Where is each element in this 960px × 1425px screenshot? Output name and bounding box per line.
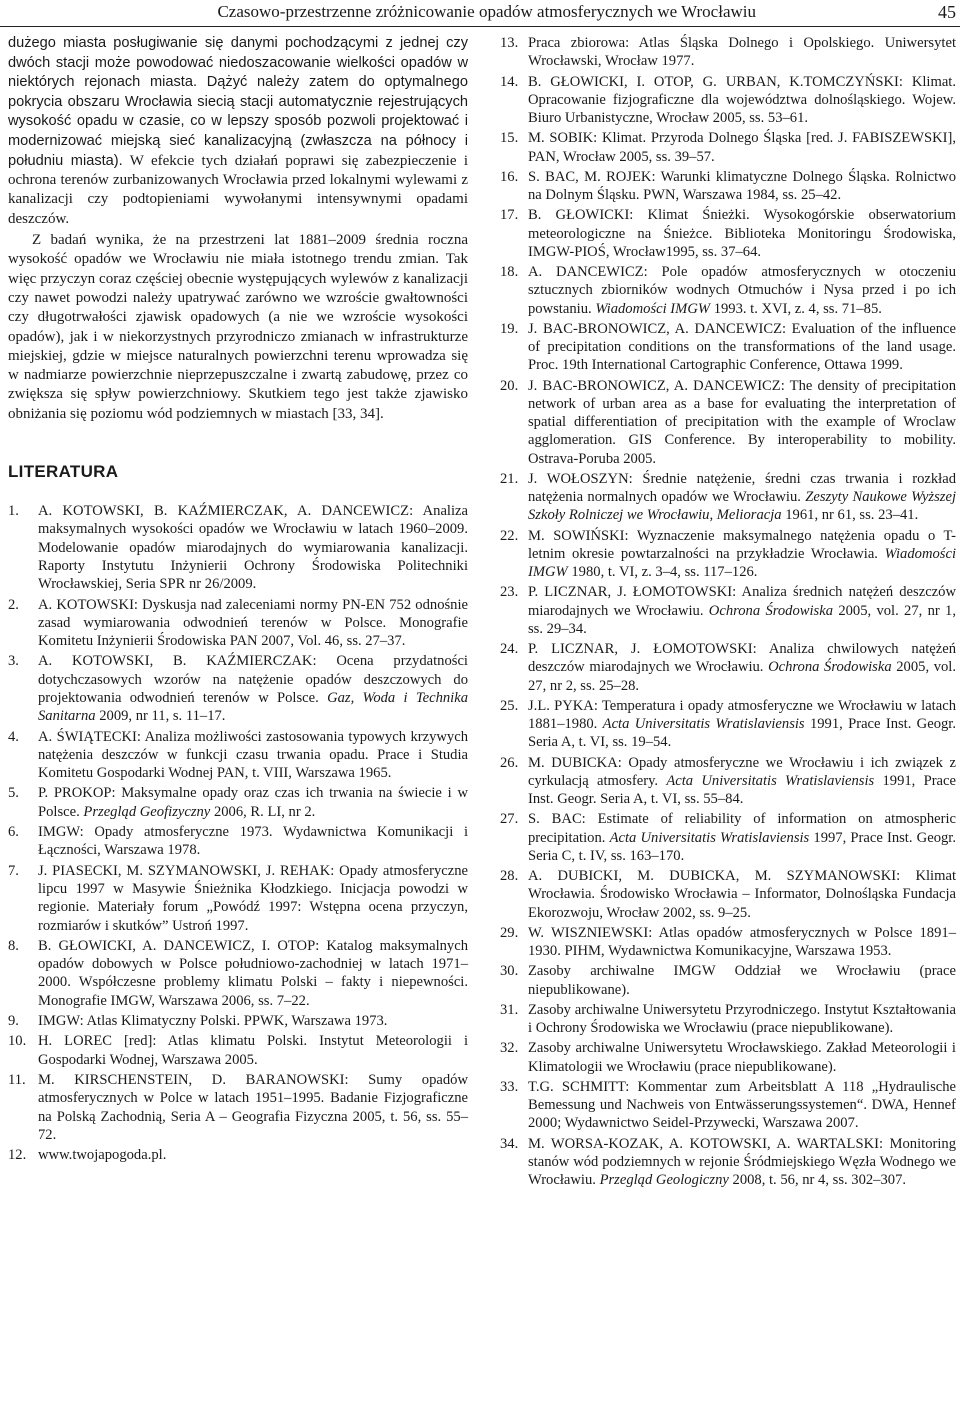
reference-text: J. PIASECKI, M. SZYMANOWSKI, J. REHAK: Opady atmosferyczne lipcu 1997 w Masywie Śnieżnika Kłodzkiego. Inicjacja powodzi w regionie. Materiały forum „Powódź 1997: Wstępna ocena przyczyn, rozmiarów i skutków” Ustroń 1997. xyxy=(38,862,468,934)
reference-item xyxy=(8,784,468,821)
reference-number: 19. xyxy=(500,320,519,337)
reference-item xyxy=(500,320,956,375)
reference-item xyxy=(8,823,468,860)
reference-details: 1993. t. XVI, z. 4, ss. 71–85. xyxy=(713,300,882,317)
right-column xyxy=(500,34,956,1191)
left-column xyxy=(8,34,468,1166)
reference-text: P. PROKOP: Maksymalne opady oraz czas ich trwania na świecie i w Polsce. xyxy=(38,785,468,820)
reference-number: 22. xyxy=(500,527,519,544)
reference-text: A. ŚWIĄTECKI: Analiza możliwości zastosowania typowych krzywych natężenia deszczów w funkcji czasu trwania opadu. Prace i Studia Komitetu Gospodarki Wodnej PAN, t. VIII, Warszawa 1965. xyxy=(38,728,468,782)
running-title: Czasowo-przestrzenne zróżnicowanie opadów atmosferycznych we Wrocławiu xyxy=(217,2,756,21)
reference-journal: Ochrona Środowiska xyxy=(768,659,892,676)
reference-text: IMGW: Atlas Klimatyczny Polski. PPWK, Warszawa 1973. xyxy=(38,1013,388,1030)
reference-text: J. BAC-BRONOWICZ, A. DANCEWICZ: The density of precipitation network of urban area as a base for evaluating the interpretation of spatial differentiation of precipitation with the example of Wroclaw agglomeration. GIS Conference. By interoperability to mobility. Ostrava-Poruba 2005. xyxy=(528,377,956,467)
reference-text: S. BAC, M. ROJEK: Warunki klimatyczne Dolnego Śląska. Rolnictwo na Dolnym Śląsku. PWN, Warszawa 1984, ss. 25–42. xyxy=(528,168,956,203)
reference-text: S. BAC: Estimate of reliability of information on atmospheric precipitation. xyxy=(528,811,956,846)
reference-journal: Gaz, Woda i Technika Sanitarna xyxy=(38,689,468,725)
reference-number: 29. xyxy=(500,924,519,941)
section-title: LITERATURA xyxy=(8,462,119,482)
reference-details: 2009, nr 11, s. 11–17. xyxy=(99,708,226,725)
reference-text: IMGW: Opady atmosferyczne 1973. Wydawnictwa Komunikacji i Łączności, Warszawa 1978. xyxy=(38,824,468,859)
reference-details: 2006, R. LI, nr 2. xyxy=(213,803,316,820)
reference-details: 1991, Prace Inst. Geogr. Seria A, t. VI, ss. 55–84. xyxy=(528,772,956,807)
reference-number: 34. xyxy=(500,1135,519,1152)
reference-item xyxy=(500,34,956,71)
reference-list-left xyxy=(8,502,468,1164)
reference-item xyxy=(500,377,956,468)
reference-item xyxy=(8,1032,468,1069)
reference-details: 1980, t. VI, z. 3–4, ss. 117–126. xyxy=(571,564,758,580)
reference-item xyxy=(500,470,956,525)
reference-item xyxy=(8,1071,468,1144)
reference-number: 30. xyxy=(500,963,519,980)
reference-text: P. LICZNAR, J. ŁOMOTOWSKI: Analiza chwilowych natężeń deszczów miarodajnych we Wrocławiu. xyxy=(528,641,956,676)
reference-text: J.L. PYKA: Temperatura i opady atmosferyczne we Wrocławiu w latach 1881–1980. xyxy=(528,697,956,732)
body-paragraph-1-sans: dużego miasta posługiwanie się danymi pochodzącymi z jednej czy dwóch stacji może powodować niedoszacowanie wielkości opadów w niektórych rejonach miasta. Dążyć należy zatem do optymalnego pokrycia obszaru Wrocławia siecią stacji automatycznie rejestrujących wysokość opadu w czasie, co w lepszy sposób pozwoli projektować i modernizować miejską sieć kanalizacyjną (zwłaszcza na północy i południu miasta). xyxy=(8,35,468,169)
reference-text: W. WISZNIEWSKI: Atlas opadów atmosferycznych w Polsce 1891–1930. PIHM, Wydawnictwa Komunikacyjne, Warszawa 1953. xyxy=(528,924,956,959)
reference-text: B. GŁOWICKI, I. OTOP, G. URBAN, K.TOMCZYŃSKI: Klimat. Opracowanie fizjograficzne dla województwa dolnośląskiego. Wojew. Biuro Urbanistyczne, Wrocław 2005, ss. 53–61. xyxy=(528,73,956,126)
reference-text: B. GŁOWICKI: Klimat Śnieżki. Wysokogórskie obserwatorium meteorologiczne na Śnieżce. Biblioteka Monitoringu Środowiska, IMGW-PIOŚ, Wrocław1995, ss. 37–64. xyxy=(528,207,956,260)
reference-journal: Acta Universitatis Wratislaviensis xyxy=(609,829,810,846)
reference-journal: Acta Universitatis Wratislaviensis xyxy=(666,772,875,789)
reference-text: J. WOŁOSZYN: Średnie natężenie, średni czas trwania i rozkład natężenia normalnych opadów we Wrocławiu. xyxy=(528,470,956,505)
reference-text: M. SOBIK: Klimat. Przyroda Dolnego Śląska [red. J. FABISZEWSKI], PAN, Wrocław 2005, ss. 39–57. xyxy=(528,130,956,165)
reference-item xyxy=(500,962,956,999)
reference-text: H. LOREC [red]: Atlas klimatu Polski. Instytut Meteorologii i Gospodarki Wodnej, Warszawa 2005. xyxy=(38,1033,468,1068)
reference-number: 4. xyxy=(8,728,19,745)
reference-number: 9. xyxy=(8,1013,19,1030)
reference-text: Praca zbiorowa: Atlas Śląska Dolnego i Opolskiego. Uniwersytet Wrocławski, Wrocław 1977. xyxy=(528,35,956,70)
body-paragraph-1-rest: W efekcie tych działań poprawi się zabezpieczenie i ochrona terenów zurbanizowanych Wrocławia przed lokalnymi wylewami z kanalizacji czy podtopieniami wywołanymi intensywnymi opadami deszczów. xyxy=(8,152,468,227)
reference-number: 17. xyxy=(500,207,519,224)
reference-number: 20. xyxy=(500,377,519,394)
reference-number: 26. xyxy=(500,754,519,771)
reference-item xyxy=(500,168,956,205)
reference-item xyxy=(500,867,956,922)
reference-number: 2. xyxy=(8,596,19,613)
reference-journal: Acta Universitatis Wratislaviensis xyxy=(602,716,805,732)
reference-item xyxy=(500,1078,956,1133)
reference-text: M. SOWIŃSKI: Wyznaczenie maksymalnego natężenia opadu o T-letnim okresie powtarzalności na przykładzie Wrocławia. xyxy=(528,527,956,562)
reference-item xyxy=(500,810,956,865)
reference-text: A. KOTOWSKI, B. KAŹMIERCZAK: Ocena przydatności dotychczasowych wzorów na natężenie opadów deszczowych do projektowania odwodnień terenów w Polsce. xyxy=(38,653,468,706)
body-paragraph-2: Z badań wynika, że na przestrzeni lat 1881–2009 średnia roczna wysokość opadów we Wrocławiu nie miała istotnego trendu zmian. Tak więc przyczyn coraz częściej obecnie występujących wylewów z kanalizacji czy nawet powodzi należy upatrywać zarówno we wzroście gwałtowności czy długotrwałości zjawisk opadowych (a nie we wzroście wysokości opadów), jak i w niekorzystnych przyrodniczo zmianach w infrastrukturze miejskiej, gdzie w miejsce naturalnych powierzchni terenu wprowadza się w nadmiarze powierzchnie nieprzepuszczalne i zwartą zabudowę, przez co zwiększa się spływ powierzchniowy. Skutkiem tego jest także zjawisko obniżania się poziomu wód podziemnych w miastach [33, 34]. xyxy=(8,232,468,422)
reference-item xyxy=(500,129,956,166)
reference-text: T.G. SCHMITT: Kommentar zum Arbeitsblatt A 118 „Hydraulische Bemessung und Nachweis von Entwässerungssystemen“. DWA, Hennef 2000; Wydawnictwo Seidel-Przywecki, Warszawa 2007. xyxy=(528,1078,956,1132)
reference-number: 23. xyxy=(500,584,519,601)
reference-journal: Przegląd Geofizyczny xyxy=(83,803,211,820)
reference-text: www.twojapogoda.pl. xyxy=(38,1147,167,1164)
reference-number: 5. xyxy=(8,785,19,802)
reference-text: A. DUBICKI, M. DUBICKA, M. SZYMANOWSKI: Klimat Wrocławia. Środowisko Wrocławia – Informator, Dolnośląska Fundacja Ekorozwoju, Wrocław 2002, ss. 9–25. xyxy=(528,868,956,921)
reference-number: 6. xyxy=(8,824,19,841)
running-header xyxy=(0,0,960,27)
reference-details: 1991, Prace Inst. Geogr. Seria A, t. VI, ss. 19–54. xyxy=(528,716,956,751)
reference-item xyxy=(8,728,468,783)
reference-number: 32. xyxy=(500,1040,519,1057)
reference-text: A. KOTOWSKI, B. KAŹMIERCZAK, A. DANCEWICZ: Analiza maksymalnych wysokości opadów we Wrocławiu w latach 1960–2009. Modelowanie opadów miarodajnych do wymiarowania kanalizacji. Raporty Instytutu Inżynierii Ochrony Środowiska Politechniki Wrocławskiej, Seria SPR nr 26/2009. xyxy=(38,503,468,593)
reference-number: 28. xyxy=(500,868,519,884)
reference-item xyxy=(500,754,956,809)
reference-item xyxy=(500,1135,956,1190)
reference-text: P. LICZNAR, J. ŁOMOTOWSKI: Analiza średnich natężeń deszczów miarodajnych we Wrocławiu. xyxy=(528,584,956,619)
reference-item xyxy=(500,1039,956,1076)
reference-number: 21. xyxy=(500,470,519,487)
reference-number: 1. xyxy=(8,503,19,520)
reference-text: M. KIRSCHENSTEIN, D. BARANOWSKI: Sumy opadów atmosferycznych w Polce w latach 1951–1995. Badanie Fizjograficzne na Polską Zachodnią, Seria A – Geografia Fizyczna 2005, t. 56, ss. 55–72. xyxy=(38,1071,468,1143)
reference-text: B. GŁOWICKI, A. DANCEWICZ, I. OTOP: Katalog maksymalnych opadów dobowych w Polsce południowo-zachodniej w latach 1971–2000. Współczesne problemy klimatu Polski – fakty i niepewności. Monografie IMGW, Warszawa 2006, ss. 7–22. xyxy=(38,937,468,1009)
reference-number: 31. xyxy=(500,1001,519,1018)
reference-item xyxy=(8,502,468,593)
reference-details: 1961, nr 61, ss. 23–41. xyxy=(785,507,919,524)
reference-text: A. DANCEWICZ: Pole opadów atmosferycznych w otoczeniu sztucznych zbiorników wodnych Otmuchów i Nysa przed i po ich powstaniu. xyxy=(528,264,956,317)
reference-item xyxy=(500,583,956,638)
reference-item xyxy=(8,1012,468,1030)
reference-list-right xyxy=(500,34,956,1189)
reference-number: 25. xyxy=(500,697,519,714)
reference-item xyxy=(8,1146,468,1164)
reference-details: 2008, t. 56, nr 4, ss. 302–307. xyxy=(732,1172,907,1188)
reference-text: Zasoby archiwalne IMGW Oddział we Wrocławiu (prace niepublikowane). xyxy=(528,963,956,998)
reference-number: 14. xyxy=(500,73,519,90)
reference-item xyxy=(500,640,956,695)
reference-number: 12. xyxy=(8,1147,27,1164)
reference-number: 27. xyxy=(500,811,519,828)
reference-number: 11. xyxy=(8,1071,26,1088)
reference-journal: Wiadomości IMGW xyxy=(528,545,956,580)
reference-journal: Ochrona Środowiska xyxy=(708,602,834,619)
reference-journal: Zeszyty Naukowe Wyższej Szkoły Rolniczej we Wrocławiu, Melioracja xyxy=(528,489,957,524)
reference-item xyxy=(500,206,956,261)
reference-details: 1997, Prace Inst. Geogr. Seria C, t. IV, ss. 163–170. xyxy=(528,829,956,864)
reference-item xyxy=(8,596,468,651)
page-number: 45 xyxy=(938,2,956,22)
reference-number: 24. xyxy=(500,641,519,657)
reference-item xyxy=(500,263,956,318)
reference-item xyxy=(8,652,468,725)
body-paragraph-1 xyxy=(8,34,468,229)
reference-number: 13. xyxy=(500,35,519,51)
reference-text: Zasoby archiwalne Uniwersytetu Wrocławskiego. Zakład Meteorologii i Klimatologii we Wrocławiu (prace niepublikowane). xyxy=(528,1040,956,1075)
reference-item xyxy=(500,1001,956,1038)
reference-number: 10. xyxy=(8,1033,27,1050)
reference-journal: Przegląd Geologiczny xyxy=(599,1172,729,1188)
reference-number: 18. xyxy=(500,264,519,280)
reference-text: Zasoby archiwalne Uniwersytetu Przyrodniczego. Instytut Kształtowania i Ochrony Środowiska we Wrocławiu (prace niepublikowane). xyxy=(528,1001,956,1036)
reference-item xyxy=(500,527,956,582)
reference-text: M. DUBICKA: Opady atmosferyczne we Wrocławiu i ich związek z cyrkulacją atmosfery. xyxy=(528,754,956,789)
reference-item xyxy=(500,73,956,128)
reference-text: A. KOTOWSKI: Dyskusja nad zaleceniami normy PN-EN 752 odnośnie zasad wymiarowania odwodnień terenów w Polsce. Monografie Komitetu Inżynierii Środowiska PAN 2007, Vol. 46, ss. 27–37. xyxy=(38,596,468,650)
reference-number: 16. xyxy=(500,168,519,185)
reference-item xyxy=(8,862,468,935)
reference-number: 15. xyxy=(500,130,519,147)
reference-item xyxy=(500,697,956,752)
reference-text: M. WORSA-KOZAK, A. KOTOWSKI, A. WARTALSKI: Monitoring stanów wód podziemnych w rejonie Śródmiejskiego Węzła Wodnego we Wrocławiu. xyxy=(528,1135,956,1188)
reference-details: 2005, vol. 27, nr 2, ss. 25–28. xyxy=(528,659,956,694)
reference-number: 7. xyxy=(8,862,19,879)
reference-details: 2005, vol. 27, nr 1, ss. 29–34. xyxy=(528,602,957,637)
reference-number: 33. xyxy=(500,1078,519,1095)
reference-journal: Wiadomości IMGW xyxy=(595,300,711,317)
reference-item xyxy=(8,937,468,1010)
reference-number: 3. xyxy=(8,653,19,670)
reference-item xyxy=(500,924,956,961)
reference-number: 8. xyxy=(8,937,19,954)
reference-text: J. BAC-BRONOWICZ, A. DANCEWICZ: Evaluation of the influence of precipitation conditions on the transformations of the land usage. Proc. 19th International Cartographic Conference, Ottawa 1999. xyxy=(528,320,956,374)
